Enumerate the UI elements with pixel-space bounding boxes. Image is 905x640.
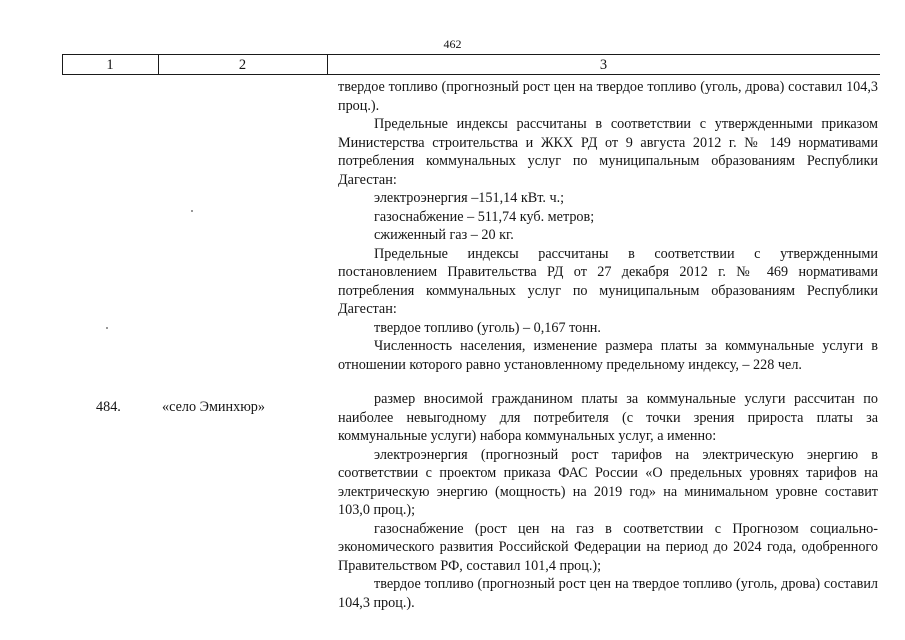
paragraph: размер вносимой гражданином платы за коммунальные услуги рассчитан по наиболее невыгодному для потребителя (с точки зрения прироста платы за коммунальные услуги) набора коммунальных услуг, а именно: xyxy=(338,391,878,444)
column-header-2: 2 xyxy=(238,57,247,73)
row-484-text xyxy=(338,390,878,612)
list-item: электроэнергия –151,14 кВт. ч.; xyxy=(374,190,565,206)
table-top-border xyxy=(62,54,880,55)
page-number: 462 xyxy=(443,37,462,51)
scan-speck xyxy=(106,327,108,329)
column-header-3: 3 xyxy=(599,57,608,73)
paragraph: Предельные индексы рассчитаны в соответствии с утвержденными постановлением Правительства РД от 27 декабря 2012 г. № 469 нормативами потребления коммунальных услуг по муниципальным образованиям Республики Дагестан: xyxy=(338,245,878,317)
list-item: твердое топливо (уголь) – 0,167 тонн. xyxy=(374,319,601,336)
continuation-block xyxy=(338,78,878,374)
paragraph: твердое топливо (прогнозный рост цен на твердое топливо (уголь, дрова) составил 104,3 проц.). xyxy=(338,79,878,114)
paragraph: Численность населения, изменение размера платы за коммунальные услуги в отношении которого равно установленному предельному индексу, – 228 чел. xyxy=(338,338,878,373)
paragraph: Предельные индексы рассчитаны в соответствии с утвержденными приказом Министерства строительства и ЖКХ РД от 9 августа 2012 г. № 149 нормативами потребления коммунальных услуг по муниципальным образованиям Республики Дагестан: xyxy=(338,116,878,188)
list-item: газоснабжение – 511,74 куб. метров; xyxy=(374,208,595,225)
table-header-bottom-border xyxy=(62,74,880,75)
paragraph: газоснабжение (рост цен на газ в соответствии с Прогнозом социально-экономического развития Российской Федерации на период до 2024 года, одобренного Правительством РФ, составил 101,4 проц.); xyxy=(338,520,878,574)
settlement-name: «село Эминхюр» xyxy=(162,399,265,415)
paragraph: твердое топливо (прогнозный рост цен на твердое топливо (уголь, дрова) составил 104,3 проц.). xyxy=(338,576,878,611)
scan-speck xyxy=(191,210,193,212)
column-header-1: 1 xyxy=(106,57,114,73)
row-number: 484. xyxy=(96,399,121,415)
list-item: сжиженный газ – 20 кг. xyxy=(374,227,514,243)
paragraph: электроэнергия (прогнозный рост тарифов на электрическую энергию в соответствии с проектом приказа ФАС России «О предельных уровнях тарифов на электрическую энергию (мощность) на 2019 год» на минимальном уровне составит 103,0 проц.); xyxy=(338,446,878,518)
